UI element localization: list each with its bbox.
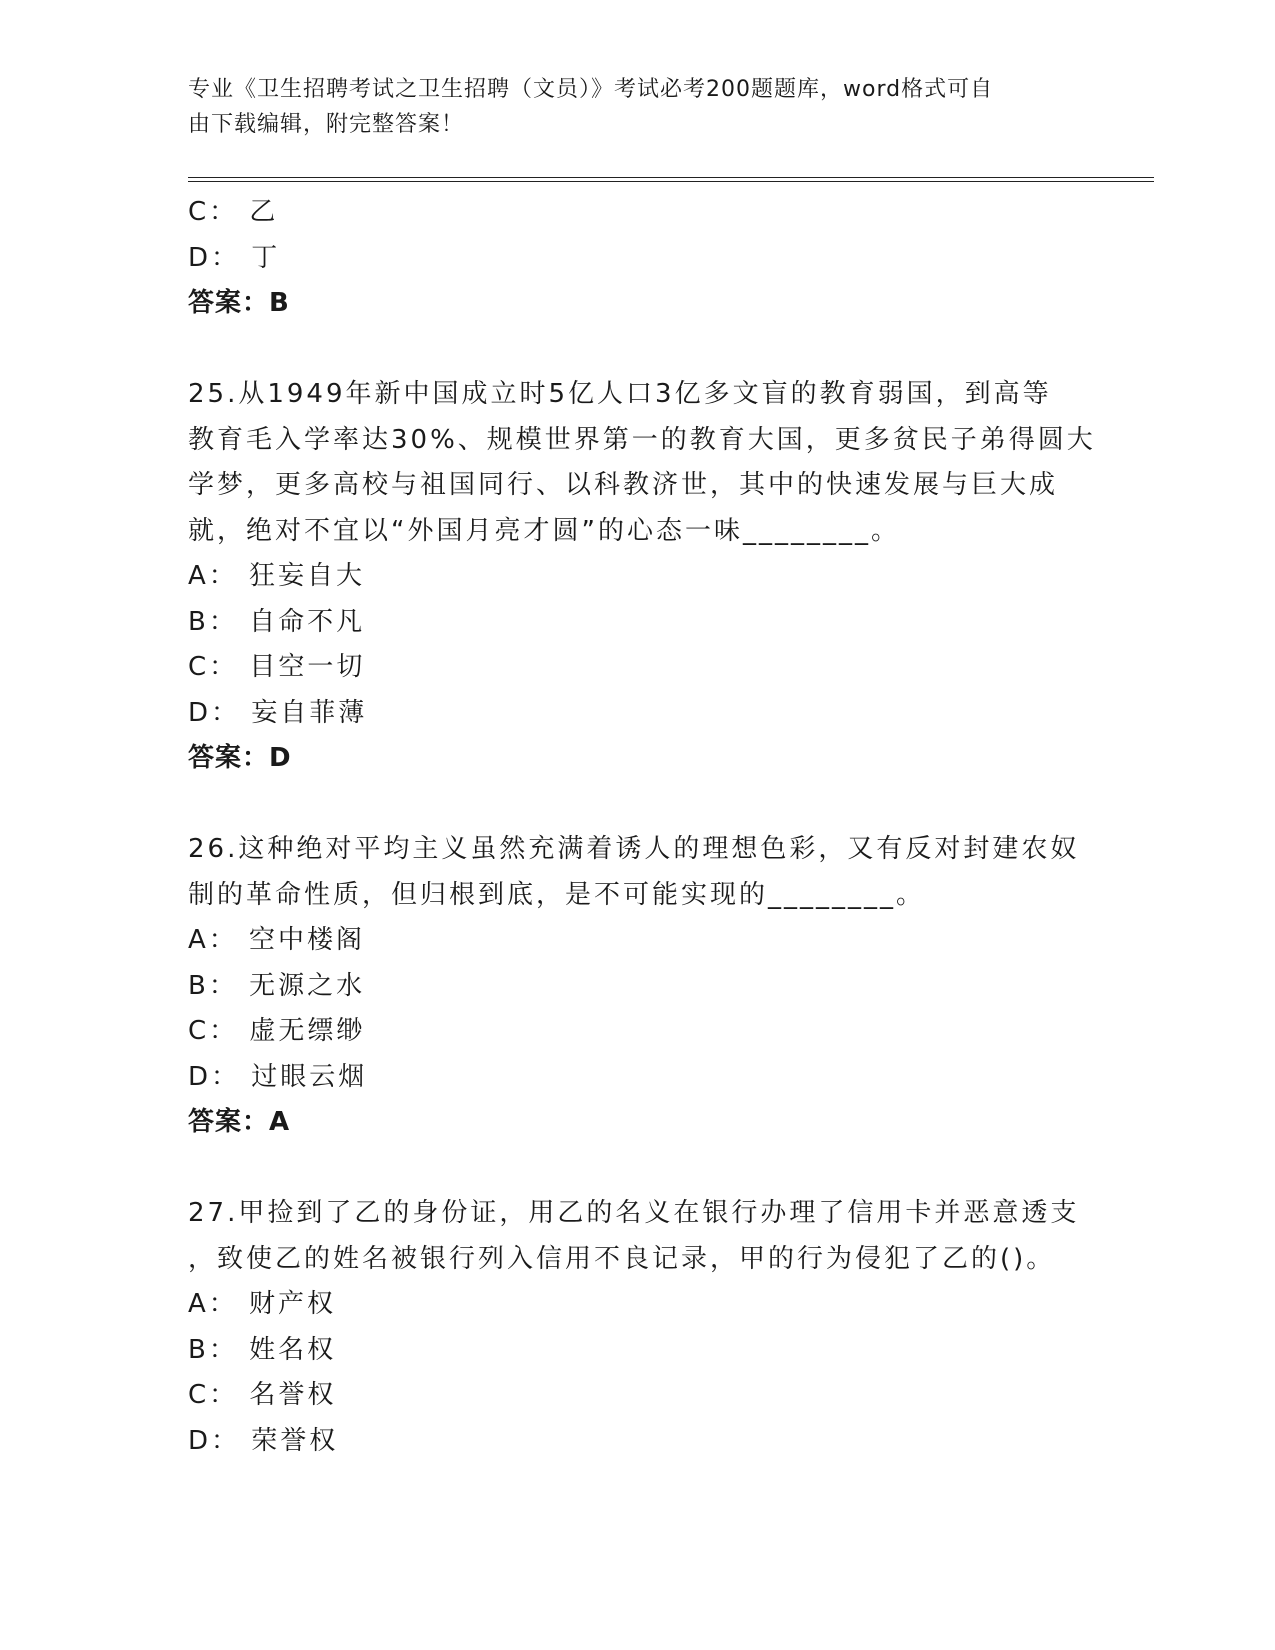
header-divider-bottom: [188, 181, 1154, 182]
spacer: [188, 782, 1088, 828]
option-b: B： 无源之水: [188, 970, 366, 1001]
option-a: A： 空中楼阁: [188, 925, 366, 955]
option-c: C： 乙: [188, 197, 279, 227]
option-d: D： 荣誉权: [188, 1425, 339, 1456]
document-header: [188, 72, 1088, 142]
option-b: B： 姓名权: [188, 1334, 337, 1365]
option-d: D： 过眼云烟: [188, 1061, 368, 1092]
previous-question-tail: [188, 190, 1088, 327]
spacer: [188, 1146, 1088, 1192]
question-text-line: 27.甲捡到了乙的身份证，用乙的名义在银行办理了信用卡并恶意透支: [188, 1198, 1080, 1228]
option-d: D： 妄自菲薄: [188, 697, 368, 728]
question-text-line: 教育毛入学率达30%、规模世界第一的教育大国，更多贫民子弟得圆大: [188, 424, 1096, 455]
spacer: [188, 327, 1088, 373]
answer-line: 答案：B: [188, 288, 290, 318]
option-a: A： 财产权: [188, 1289, 337, 1319]
question-text-line: 就，绝对不宜以“外国月亮才圆”的心态一味________。: [188, 515, 900, 546]
question-text-line: 25.从1949年新中国成立时5亿人口3亿多文盲的教育弱国，到高等: [188, 379, 1052, 409]
question-25: [188, 372, 1096, 782]
answer-line: 答案：A: [188, 1107, 291, 1137]
question-text-line: 26.这种绝对平均主义虽然充满着诱人的理想色彩，又有反对封建农奴: [188, 834, 1080, 864]
question-27: [188, 1191, 1088, 1464]
option-c: C： 目空一切: [188, 652, 366, 682]
header-title-line-1: 专业《卫生招聘考试之卫生招聘（文员）》考试必考200题题库，word格式可自: [188, 77, 994, 102]
header-title-line-2: 由下载编辑，附完整答案！: [188, 112, 465, 137]
option-a: A： 狂妄自大: [188, 561, 366, 591]
header-divider-top: [188, 177, 1154, 178]
document-body: [188, 190, 1096, 1464]
option-c: C： 虚无缥缈: [188, 1016, 366, 1046]
option-d: D： 丁: [188, 242, 281, 273]
option-b: B： 自命不凡: [188, 606, 366, 637]
question-26: [188, 827, 1088, 1146]
question-text-line: 制的革命性质，但归根到底，是不可能实现的________。: [188, 879, 926, 910]
answer-line: 答案：D: [188, 743, 292, 773]
question-text-line: ，致使乙的姓名被银行列入信用不良记录，甲的行为侵犯了乙的()。: [188, 1243, 1056, 1274]
option-c: C： 名誉权: [188, 1380, 337, 1410]
question-text-line: 学梦，更多高校与祖国同行、以科教济世，其中的快速发展与巨大成: [188, 470, 1059, 500]
